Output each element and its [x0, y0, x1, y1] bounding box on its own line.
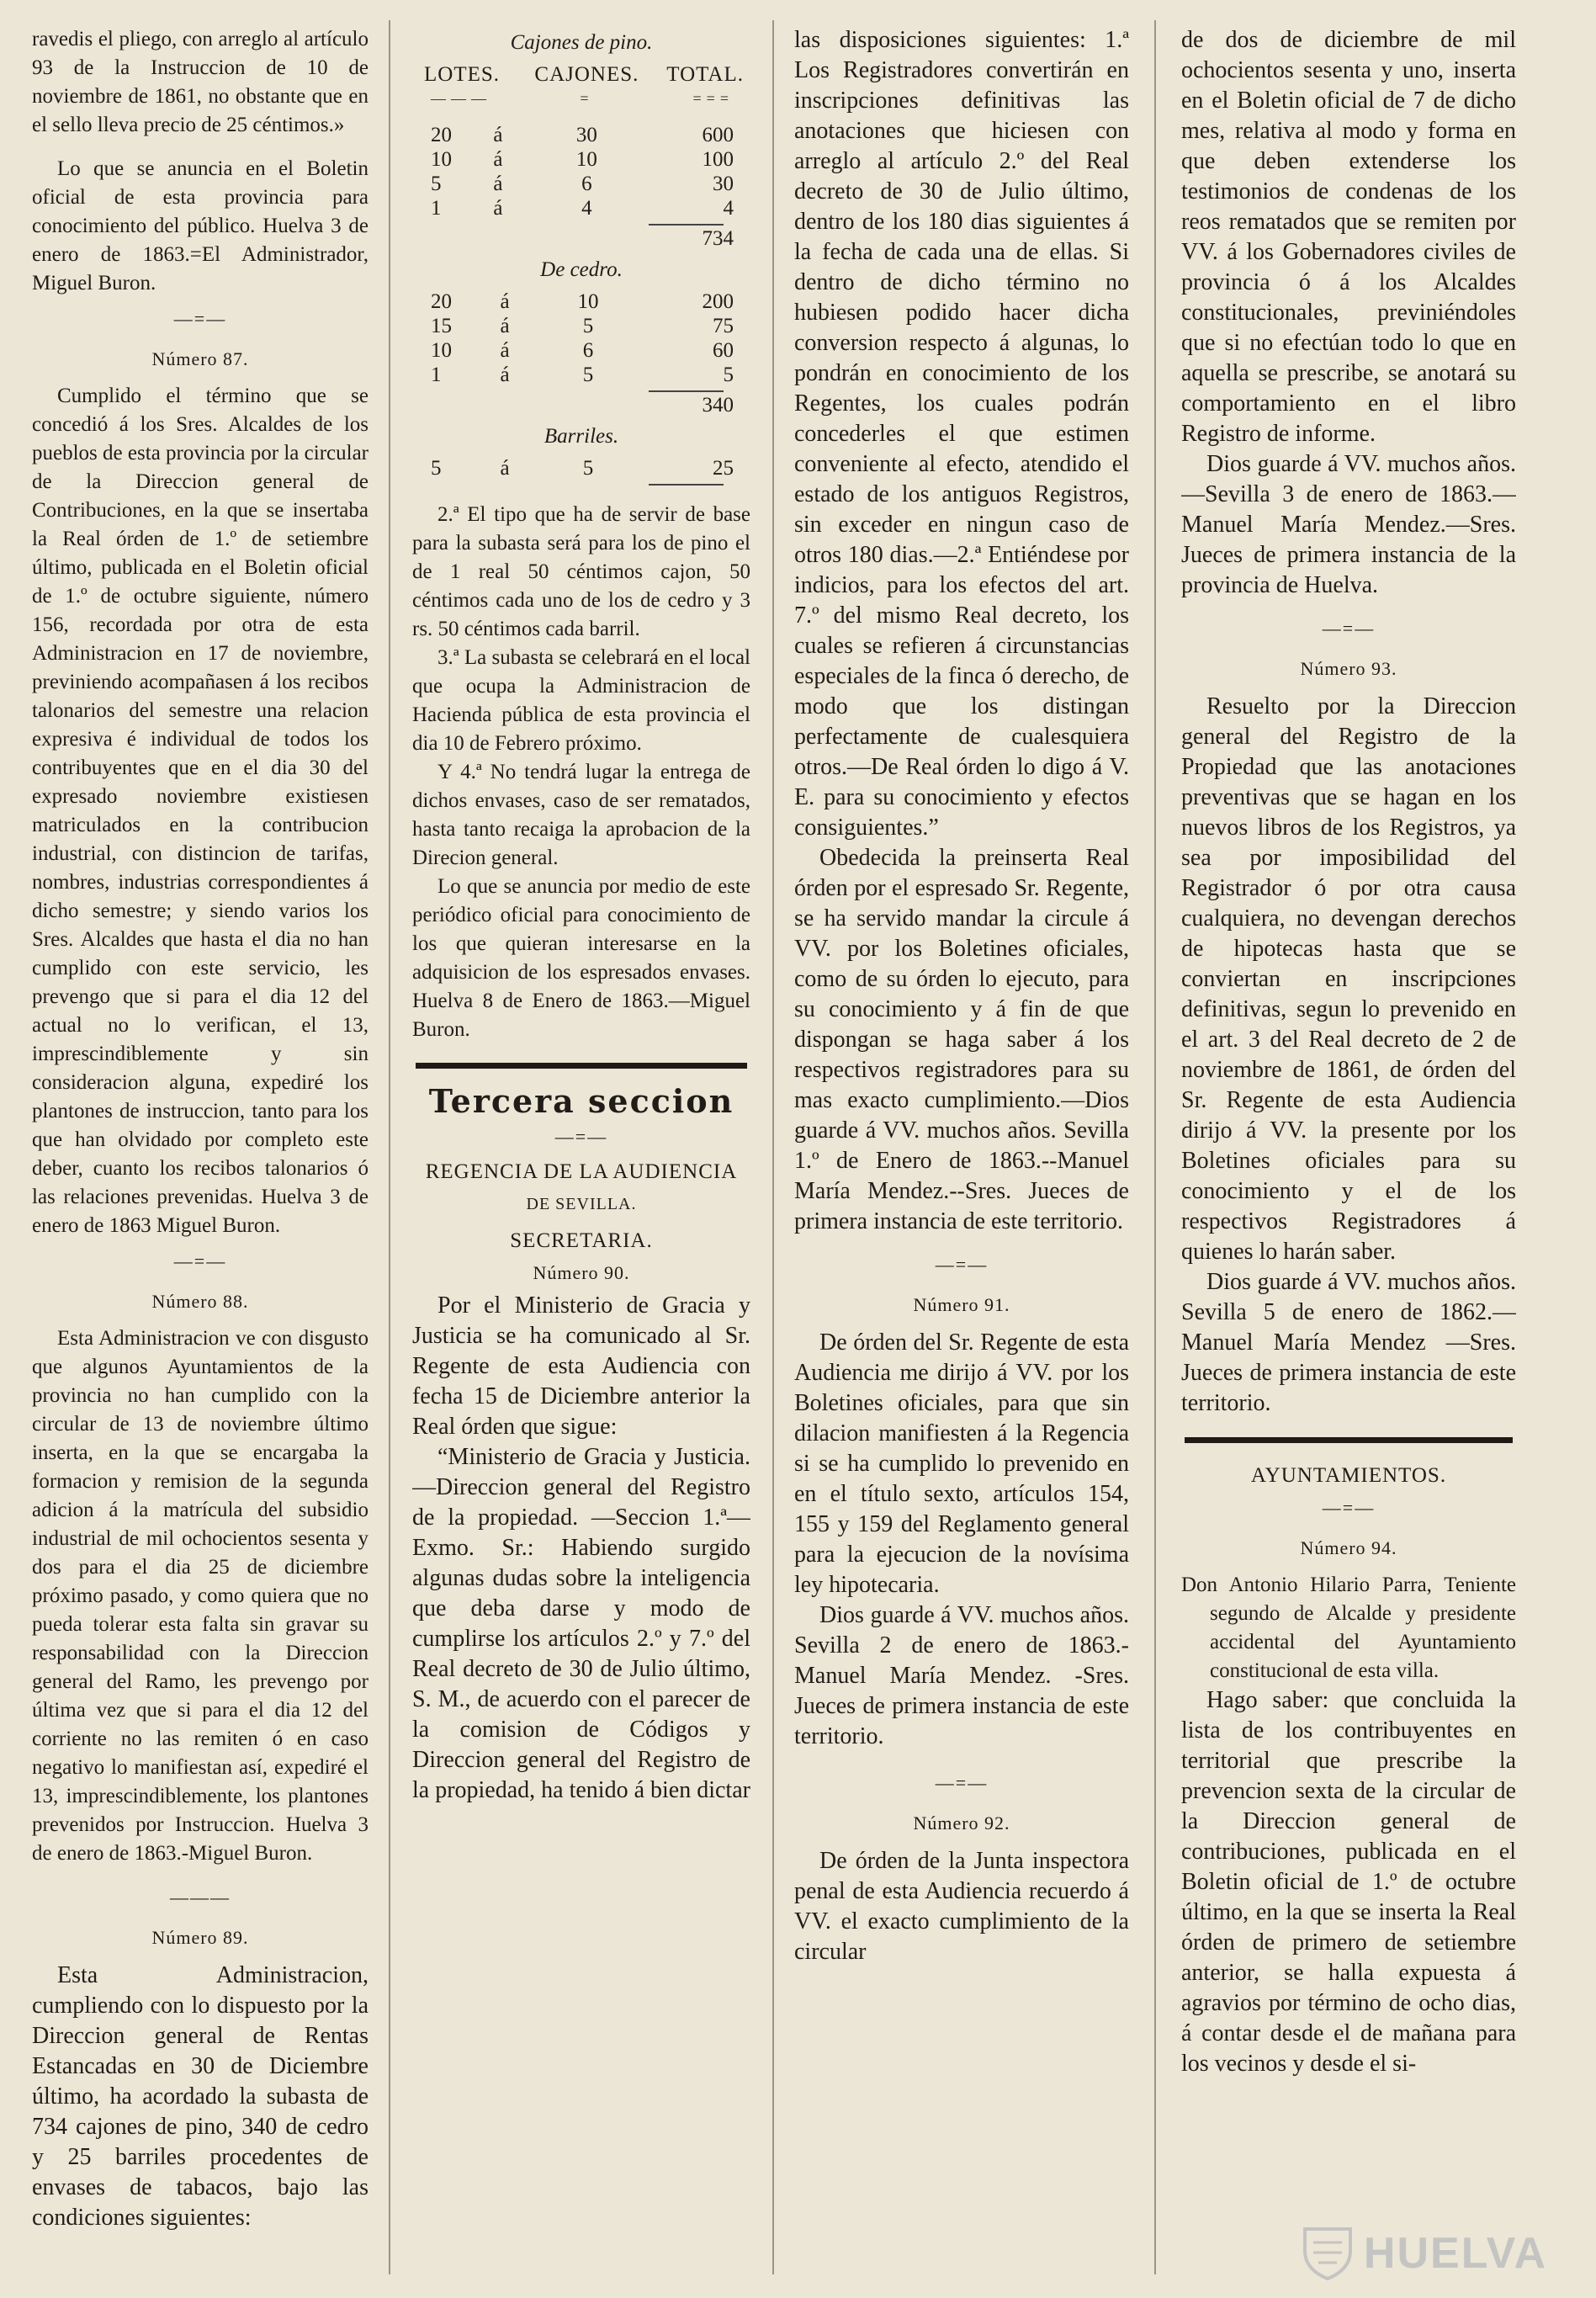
cell-cajones: 5	[582, 457, 594, 480]
cell-cajones: 5	[582, 364, 594, 386]
table-title: Cajones de pino.	[510, 31, 653, 54]
separator: —=—	[173, 1250, 227, 1271]
heading-ayuntamientos: AYUNTAMIENTOS.	[1250, 1464, 1447, 1487]
lots-table	[412, 289, 750, 387]
table-title: Barriles.	[543, 425, 619, 448]
notice-number: Número 89.	[151, 1927, 249, 1948]
cell-total: 75	[713, 315, 734, 337]
cell-lotes: 1	[431, 197, 442, 220]
section-title: Tercera seccion	[428, 1082, 734, 1120]
paragraph: Por el Ministerio de Gracia y Justicia se ha comunicado al Sr. Regente de esta Audiencia con fecha 15 de Diciembre anterior la Real órden que sigue:	[412, 1292, 750, 1440]
separator: —=—	[554, 1126, 608, 1147]
header-cajones: CAJONES.	[534, 63, 639, 86]
tick-mark: =	[580, 90, 594, 107]
table-row	[412, 289, 750, 314]
cell-a: á	[493, 197, 503, 220]
column-4	[1181, 25, 1516, 2281]
paragraph: Dios guarde á VV. muchos años. Sevilla 5 de enero de 1862.—Manuel María Mendez —Sres. Jueces de primera instancia de este territorio.	[1181, 1269, 1516, 1416]
table-row	[412, 196, 750, 220]
table-total: 340	[702, 394, 734, 417]
cell-lotes: 5	[431, 457, 442, 480]
cell-a: á	[493, 148, 503, 171]
table-row	[412, 147, 750, 172]
section-rule	[1185, 1437, 1513, 1443]
paragraph: Cumplido el término que se concedió á los Sres. Alcaldes de los pueblos de esta provincia por la circular de la Direccion general de Contribuciones, en la que se insertaba la Real órden de 1.º de setiembre último, publicada en el Boletin oficial de 1.º de octubre siguiente, número 156, recordada por otra de esta Administracion en 17 de noviembre, previniendo acompañasen á los recibos talonarios del semestre una relacion expresiva é individual de todos los contribuyentes que en el dia 30 del expresado noviembre existiesen matriculados en la contribucion industrial, con distincion de tarifas, nombres, industrias correspondientes á dicho semestre; y siendo varios los Sres. Alcaldes que hasta el dia no han cumplido con este servicio, les prevengo que si para el dia 12 del actual no lo verifican, el 13, imprescindiblemente y sin consideracion alguna, expediré los plantones de instruccion, tanto para los que han olvidado por completo este deber, cuanto los recibos talonarios ó las relaciones prevenidas. Huelva 3 de enero de 1863 Miguel Buron.	[32, 385, 369, 1237]
heading-secretaria: SECRETARIA.	[510, 1229, 653, 1252]
paragraph: Esta Administracion ve con disgusto que algunos Ayuntamientos de la provincia no han cumplido con la circular de 13 de noviembre último inserta, en la que se encargaba la formacion y remision de la segunda adicion á la matrícula del subsidio industrial de mil ochocientos sesenta y dos para el dia 25 de diciembre próximo pasado, y como quiera que no pueda tolerar esta falta sin gravar su responsabilidad con la Direccion general del Ramo, les prevengo por última vez que si para el dia 12 del corriente no las remiten ó en caso negativo lo manifiestan así, expediré el 13, imprescindiblemente, los plantones prevenidos por Instruccion. Huelva 3 de enero de 1863.-Miguel Buron.	[32, 1327, 369, 1865]
lots-table	[412, 456, 750, 480]
tick-mark: ———	[431, 90, 491, 107]
table-header-row	[412, 62, 750, 87]
cell-cajones: 4	[581, 197, 592, 220]
paragraph: Resuelto por la Direccion general del Registro de la Propiedad que las anotaciones preventivas que se hagan en los nuevos libros de los Registros, ya sea por imposibilidad del Registrador ó por otra causa cualquiera, no devengan derechos de hipotecas hasta que se conviertan en inscripciones definitivas, segun lo prevenido en el art. 3 del Real decreto de 2 de noviembre de 1861, de órden del Sr. Regente de esta Audiencia dirijo á VV. la presente por los Boletines oficiales para su conocimiento y el de los respectivos Registradores á quienes lo harán saber.	[1181, 693, 1516, 1265]
tick-mark: ===	[692, 90, 734, 107]
cell-a: á	[493, 124, 503, 146]
paragraph: las disposiciones siguientes: 1.ª Los Registradores convertirán en inscripciones definitivas las anotaciones que hiciesen con arreglo al artículo 2.º del Real decreto de 30 de Julio último, dentro de los 180 dias siguientes á la fecha de cada una de ellas. Si dentro de dicho término no hubiesen podido hacer dicha conversion respecto á algunas, lo pondrán en conocimiento de los Regentes, los cuales podrán concederles el que estimen conveniente al efecto, atendido el estado de los antiguos Registros, sin exceder en ningun caso de otros 180 dias.—2.ª Entiéndese por indicios, para los efectos del art. 7.º del mismo Real decreto, los cuales se refieren á circunstancias especiales de la finca ó derecho, de modo que los distingan perfectamente de cualesquiera otros.—De Real órden lo digo á V. E. para su conocimiento y efectos consiguientes.”	[794, 27, 1129, 841]
cell-total: 200	[702, 290, 734, 313]
table-row	[412, 314, 750, 338]
total-rule	[649, 484, 723, 486]
table-total: 734	[702, 227, 734, 250]
paragraph: De órden de la Junta inspectora penal de esta Audiencia recuerdo á VV. el exacto cumplimiento de la circular	[794, 1848, 1129, 1965]
column-divider	[1154, 20, 1156, 2274]
section-rule	[416, 1063, 747, 1069]
lots-table	[412, 62, 750, 220]
paragraph: Lo que se anuncia en el Boletin oficial de esta provincia para conocimiento del público. Huelva 3 de enero de 1863.=El Administrador, Miguel Buron.	[32, 157, 369, 295]
column-1	[32, 25, 369, 2281]
paragraph: “Ministerio de Gracia y Justicia.—Direccion general del Registro de la propiedad. —Seccion 1.ª—Exmo. Sr.: Habiendo surgido algunas dudas sobre la inteligencia que deba darse y modo de cumplirse los artículos 2.º y 7.º del Real decreto de 30 de Julio último, S. M., de acuerdo con el parecer de la comision de Códigos y Direccion general del Registro de la propiedad, ha tenido á bien dictar	[412, 1444, 750, 1803]
cell-a: á	[500, 457, 510, 480]
header-total: TOTAL.	[666, 63, 744, 86]
paragraph: ravedis el pliego, con arreglo al artículo 93 de la Instruccion de 10 de noviembre de 1861, no obstante que en el sello lleva precio de 25 céntimos.»	[32, 28, 369, 136]
paragraph: De órden del Sr. Regente de esta Audiencia me dirijo á VV. por los Boletines oficiales, para que sin dilacion manifiesten á la Regencia si se ha cumplido lo prevenido en en el título sexto, artículos 154, 155 y 159 del Reglamento general para la ejecucion de la novísima ley hipotecaria.	[794, 1329, 1129, 1598]
watermark-text: HUELVA	[1363, 2229, 1547, 2278]
notice-number: Número 93.	[1300, 658, 1397, 679]
notice-number: Número 91.	[913, 1294, 1010, 1315]
cell-cajones: 5	[582, 315, 594, 337]
heading-sevilla: DE SEVILLA.	[526, 1195, 637, 1213]
table-row	[412, 338, 750, 363]
paragraph: Hago saber: que concluida la lista de los contribuyentes en territorial que prescribe la prevencion sexta de la circular de la Direccion general de contribuciones, publicada en el Boletin oficial de 1.º de octubre último, en la que se inserta la Real órden de primero de setiembre anterior, se halla expuesta á agravios por término de ocho dias, á contar desde el de mañana para los vecinos y desde el si-	[1181, 1687, 1516, 2077]
cell-a: á	[500, 315, 510, 337]
cell-total: 100	[702, 148, 734, 171]
paragraph: 3.ª La subasta se celebrará en el local que ocupa la Administracion de Hacienda pública de esta provincia el dia 10 de Febrero próximo.	[412, 646, 750, 755]
cell-a: á	[493, 172, 503, 195]
paragraph: Lo que se anuncia por medio de este periódico oficial para conocimiento de los que quieran interesarse en la adquisicion de los espresados envases. Huelva 8 de Enero de 1863.—Miguel Buron.	[412, 875, 750, 1041]
cell-lotes: 20	[431, 290, 452, 313]
cell-cajones: 30	[575, 124, 597, 146]
paragraph: Esta Administracion, cumpliendo con lo dispuesto por la Direccion general de Rentas Estancadas en 30 de Diciembre último, ha acordado la subasta de 734 cajones de pino, 340 de cedro y 25 barriles procedentes de envases de tabacos, bajo las condiciones siguientes:	[32, 1962, 369, 2231]
separator: —=—	[935, 1772, 989, 1793]
separator: —=—	[1322, 618, 1376, 639]
cell-cajones: 6	[582, 339, 594, 362]
cell-lotes: 10	[431, 148, 452, 171]
paragraph: de dos de diciembre de mil ochocientos sesenta y uno, inserta en el Boletin oficial de 7 de dicho mes, relativa al modo y forma en que deben extenderse los testimonios de condenas de los reos rematados que se remiten por VV. á los Gobernadores civiles de provincia ó á los Alcaldes constitucionales, previniéndoles que si no efectúan todo lo que en aquella se prescribe, se anotará su comportamiento en el libro Registro de informe.	[1181, 27, 1516, 447]
shield-crest-icon	[1302, 2226, 1354, 2281]
column-divider	[772, 20, 774, 2274]
table-row	[412, 172, 750, 196]
cell-a: á	[500, 339, 510, 362]
cell-lotes: 5	[431, 172, 442, 195]
cell-total: 25	[713, 457, 734, 480]
column-divider	[389, 20, 390, 2274]
tick-row	[412, 87, 750, 111]
cell-total: 4	[723, 197, 734, 220]
column-2	[412, 25, 750, 2281]
cell-total: 600	[702, 124, 734, 146]
notice-number: Número 90.	[533, 1262, 630, 1283]
header-lotes: LOTES.	[424, 63, 501, 86]
cell-lotes: 1	[431, 364, 442, 386]
cell-cajones: 10	[577, 290, 599, 313]
separator: —=—	[1322, 1497, 1376, 1518]
notice-number: Número 92.	[913, 1812, 1010, 1834]
cell-total: 5	[723, 364, 734, 386]
cell-lotes: 15	[431, 315, 452, 337]
paragraph: Don Antonio Hilario Parra, Teniente segundo de Alcalde y presidente accidental del Ayuntamiento constitucional de esta villa.	[1181, 1574, 1516, 1682]
table-row	[412, 123, 750, 147]
heading-regencia: REGENCIA DE LA AUDIENCIA	[425, 1160, 738, 1183]
notice-number: Número 87.	[151, 348, 249, 369]
cell-total: 60	[713, 339, 734, 362]
cell-cajones: 6	[581, 172, 592, 195]
archive-watermark	[1302, 2226, 1547, 2281]
cell-a: á	[500, 290, 510, 313]
table-row	[412, 456, 750, 480]
paragraph: 2.ª El tipo que ha de servir de base para la subasta será para los de pino el de 1 real 50 céntimos cajon, 50 céntimos cada uno de los de cedro y 3 rs. 50 céntimos cada barril.	[412, 503, 750, 640]
paragraph: Y 4.ª No tendrá lugar la entrega de dichos envases, caso de ser rematados, hasta tanto recaiga la aprobacion de la Direcion general.	[412, 761, 750, 869]
separator: —=—	[935, 1254, 989, 1275]
separator: ———	[170, 1887, 231, 1908]
cell-cajones: 10	[575, 148, 597, 171]
paragraph: Dios guarde á VV. muchos años. Sevilla 2 de enero de 1863.-Manuel María Mendez. -Sres. Jueces de primera instancia de este territorio.	[794, 1602, 1129, 1749]
column-3	[794, 25, 1129, 2281]
notice-number: Número 88.	[151, 1291, 249, 1312]
table-row	[412, 363, 750, 387]
notice-number: Número 94.	[1300, 1537, 1397, 1558]
cell-lotes: 10	[431, 339, 452, 362]
cell-lotes: 20	[431, 124, 452, 146]
separator: —=—	[173, 308, 227, 329]
paragraph: Obedecida la preinserta Real órden por el espresado Sr. Regente, se ha servido mandar la circule á VV. por los Boletines oficiales, como de su órden lo ejecuto, para su conocimiento y á fin de que dispongan se haga saber á los respectivos registradores para su mas exacto cumplimiento.—Dios guarde á VV. muchos años. Sevilla 1.º de Enero de 1863.--Manuel María Mendez.--Sres. Jueces de primera instancia de este territorio.	[794, 845, 1129, 1234]
cell-total: 30	[713, 172, 734, 195]
table-title: De cedro.	[540, 258, 623, 281]
cell-a: á	[500, 364, 510, 386]
paragraph: Dios guarde á VV. muchos años.—Sevilla 3 de enero de 1863.—Manuel María Mendez.—Sres. Jueces de primera instancia de la provincia de Huelva.	[1181, 451, 1516, 598]
